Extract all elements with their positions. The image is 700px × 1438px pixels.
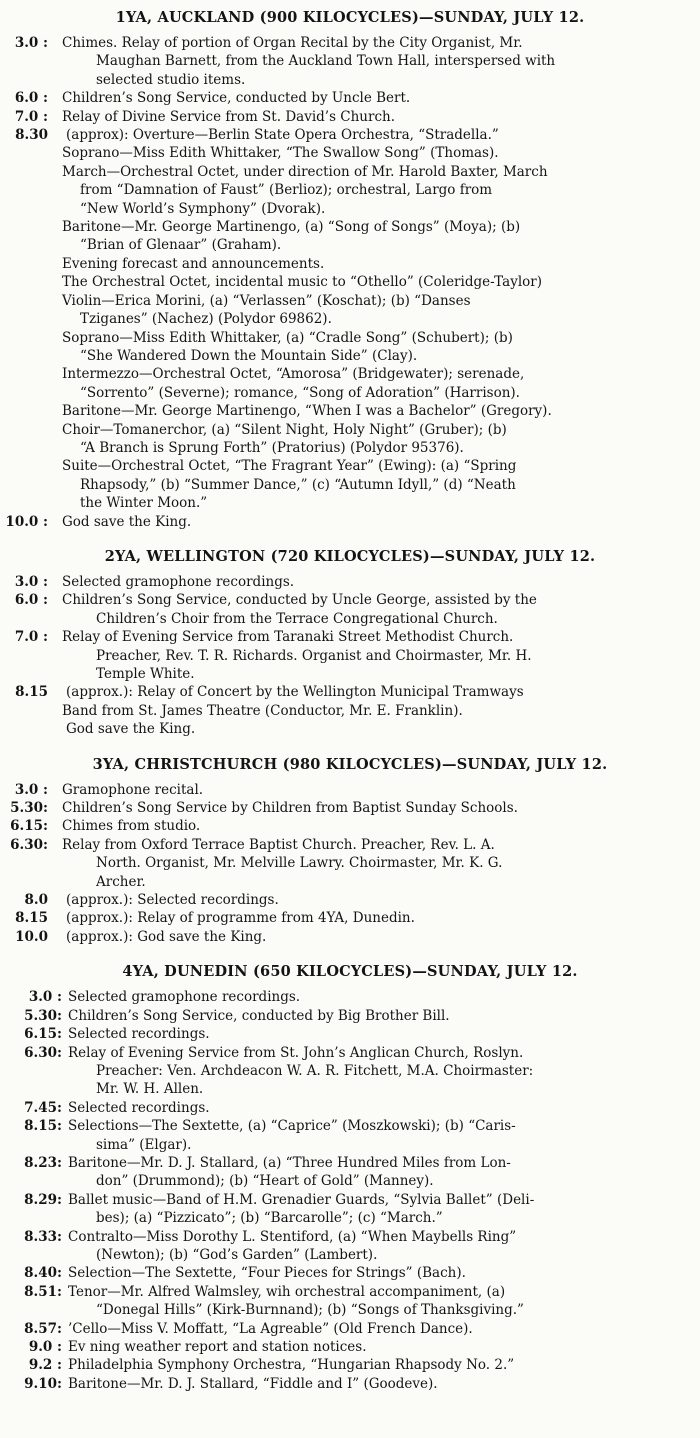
program-time: 8.30 bbox=[15, 127, 48, 144]
program-entry bbox=[0, 1375, 700, 1393]
program-text-line: “Brian of Glenaar” (Graham). bbox=[80, 237, 282, 254]
station-header: 3YA, CHRISTCHURCH (980 KILOCYCLES)—SUNDAY, JULY 12. bbox=[92, 755, 608, 773]
program-text-line: Tziganes” (Nachez) (Polydor 69862). bbox=[80, 311, 332, 328]
program-entry bbox=[0, 1338, 700, 1356]
program-text-line: from “Damnation of Faust” (Berlioz); orchestral, Largo from bbox=[80, 182, 493, 199]
program-text-line: Baritone—Mr. D. J. Stallard, “Fiddle and I” (Goodeve). bbox=[68, 1375, 438, 1392]
program-text-line: (approx.): Selected recordings. bbox=[66, 892, 279, 909]
program-text-line: God save the King. bbox=[62, 513, 192, 530]
program-entry bbox=[0, 1356, 700, 1374]
program-time: 8.15 bbox=[15, 684, 48, 701]
program-text-line: ’Cello—Miss V. Moffatt, “La Agreable” (Old French Dance). bbox=[68, 1320, 473, 1337]
station-section-2ya bbox=[0, 547, 700, 739]
program-entry bbox=[0, 1044, 700, 1099]
program-text-line: Selected recordings. bbox=[68, 1026, 210, 1043]
program-time: 8.15 bbox=[15, 910, 48, 927]
program-text-line: Philadelphia Symphony Orchestra, “Hungarian Rhapsody No. 2.” bbox=[68, 1357, 515, 1374]
program-text-line: March—Orchestral Octet, under direction of Mr. Harold Baxter, March bbox=[62, 163, 548, 180]
program-text-line: (approx): Overture—Berlin State Opera Orchestra, “Stradella.” bbox=[66, 127, 499, 144]
program-text-line: Baritone—Mr. D. J. Stallard, (a) “Three Hundred Miles from Lon- bbox=[68, 1154, 511, 1171]
program-time: 10.0 : bbox=[5, 513, 48, 530]
program-time: 6.0 : bbox=[14, 90, 48, 107]
station-header: 4YA, DUNEDIN (650 KILOCYCLES)—SUNDAY, JULY 12. bbox=[122, 963, 578, 981]
program-entry bbox=[0, 513, 700, 531]
program-text-line: selected studio items. bbox=[96, 71, 246, 88]
program-entry bbox=[0, 1320, 700, 1338]
program-time: 3.0 : bbox=[14, 35, 48, 51]
program-entry bbox=[0, 34, 700, 89]
program-time: 6.0 : bbox=[14, 592, 48, 609]
program-text-line: Violin—Erica Morini, (a) “Verlassen” (Koschat); (b) “Danses bbox=[62, 292, 471, 309]
program-text-line: North. Organist, Mr. Melville Lawry. Choirmaster, Mr. K. G. bbox=[96, 855, 503, 872]
program-text-line: Rhapsody,” (b) “Summer Dance,” (c) “Autumn Idyll,” (d) “Neath bbox=[80, 476, 516, 493]
program-text-line: Selected gramophone recordings. bbox=[62, 573, 295, 590]
program-time: 6.30: bbox=[24, 1044, 62, 1061]
program-entry bbox=[0, 1228, 700, 1265]
program-text-line: (approx.): Relay of programme from 4YA, Dunedin. bbox=[66, 910, 415, 927]
program-entry bbox=[0, 591, 700, 628]
program-time: 8.29: bbox=[24, 1191, 62, 1208]
program-text-line: God save the King. bbox=[66, 721, 196, 738]
program-entry bbox=[0, 836, 700, 891]
program-text-line: Baritone—Mr. George Martinengo, “When I was a Bachelor” (Gregory). bbox=[62, 403, 552, 420]
program-entry bbox=[0, 1154, 700, 1191]
program-text-line: Maughan Barnett, from the Auckland Town Hall, interspersed with bbox=[96, 53, 556, 70]
program-time: 6.15: bbox=[24, 1026, 62, 1043]
program-entry bbox=[0, 126, 700, 513]
program-text-line: Preacher, Rev. T. R. Richards. Organist and Choirmaster, Mr. H. bbox=[96, 647, 532, 664]
program-entry bbox=[0, 781, 700, 799]
program-time: 8.51: bbox=[24, 1283, 62, 1300]
program-text-line: “Donegal Hills” (Kirk-Burnnand); (b) “Songs of Thanksgiving.” bbox=[96, 1302, 524, 1319]
program-time: 9.0 : bbox=[28, 1339, 62, 1355]
station-section-1ya bbox=[0, 8, 700, 531]
program-entry bbox=[0, 799, 700, 817]
program-text-line: Selections—The Sextette, (a) “Caprice” (Moszkowski); (b) “Caris- bbox=[68, 1118, 516, 1135]
program-text-line: Contralto—Miss Dorothy L. Stentiford, (a) “When Maybells Ring” bbox=[68, 1228, 517, 1245]
program-time: 9.2 : bbox=[28, 1357, 62, 1374]
program-text-line: Choir—Tomanerchor, (a) “Silent Night, Holy Night” (Gruber); (b) bbox=[62, 421, 507, 438]
program-text-line: Ev ning weather report and station notices. bbox=[68, 1339, 367, 1355]
program-text-line: Children’s Song Service, conducted by Uncle George, assisted by the bbox=[62, 592, 537, 609]
program-text-line: Ballet music—Band of H.M. Grenadier Guards, “Sylvia Ballet” (Deli- bbox=[68, 1191, 535, 1208]
program-text-line: “New World’s Symphony” (Dvorak). bbox=[80, 200, 326, 217]
program-text-line: Soprano—Miss Edith Whittaker, (a) “Cradle Song” (Schubert); (b) bbox=[62, 329, 513, 346]
program-text-line: Relay of Evening Service from Taranaki Street Methodist Church. bbox=[62, 629, 514, 646]
program-text-line: Baritone—Mr. George Martinengo, (a) “Song of Songs” (Moya); (b) bbox=[62, 219, 521, 236]
program-text-line: Tenor—Mr. Alfred Walmsley, wih orchestral accompaniment, (a) bbox=[68, 1283, 506, 1300]
program-text-line: Suite—Orchestral Octet, “The Fragrant Year” (Ewing): (a) “Spring bbox=[62, 458, 517, 475]
program-text-line: Selected gramophone recordings. bbox=[68, 989, 301, 1006]
program-time: 3.0 : bbox=[14, 573, 48, 590]
program-text-line: Children’s Song Service, conducted by Uncle Bert. bbox=[62, 90, 411, 107]
program-text-line: (approx.): Relay of Concert by the Wellington Municipal Tramways bbox=[66, 684, 524, 701]
program-text-line: Intermezzo—Orchestral Octet, “Amorosa” (Bridgewater); serenade, bbox=[62, 366, 525, 383]
program-entry bbox=[0, 891, 700, 909]
program-time: 6.30: bbox=[10, 836, 48, 853]
program-text-line: Mr. W. H. Allen. bbox=[96, 1081, 204, 1098]
program-text-line: the Winter Moon.” bbox=[80, 495, 208, 512]
station-header: 1YA, AUCKLAND (900 KILOCYCLES)—SUNDAY, JULY 12. bbox=[115, 9, 585, 26]
program-text-line: The Orchestral Octet, incidental music to “Othello” (Coleridge-Taylor) bbox=[62, 274, 542, 291]
program-text-line: don” (Drummond); (b) “Heart of Gold” (Manney). bbox=[96, 1173, 434, 1190]
program-entry bbox=[0, 1264, 700, 1282]
program-entry bbox=[0, 988, 700, 1006]
program-time: 8.23: bbox=[24, 1154, 62, 1171]
program-text-line: bes); (a) “Pizzicato”; (b) “Barcarolle”; (c) “March.” bbox=[96, 1210, 443, 1227]
program-text-line: Children’s Choir from the Terrace Congregational Church. bbox=[96, 610, 498, 627]
station-section-4ya bbox=[0, 962, 700, 1393]
program-entry bbox=[0, 683, 700, 738]
program-time: 7.0 : bbox=[14, 108, 48, 125]
program-entry bbox=[0, 1191, 700, 1228]
program-entry bbox=[0, 909, 700, 927]
program-time: 5.30: bbox=[24, 1007, 62, 1024]
program-text-line: Selection—The Sextette, “Four Pieces for Strings” (Bach). bbox=[68, 1265, 466, 1282]
program-time: 8.33: bbox=[24, 1228, 62, 1245]
program-text-line: Gramophone recital. bbox=[62, 781, 204, 798]
program-entry bbox=[0, 89, 700, 107]
program-text-line: Preacher: Ven. Archdeacon W. A. R. Fitchett, M.A. Choirmaster: bbox=[96, 1062, 534, 1079]
program-text-line: sima” (Elgar). bbox=[96, 1136, 192, 1153]
program-text-line: (Newton); (b) “God’s Garden” (Lambert). bbox=[96, 1246, 378, 1263]
program-time: 7.0 : bbox=[14, 629, 48, 646]
program-time: 10.0 bbox=[15, 928, 48, 945]
program-entry bbox=[0, 1283, 700, 1320]
program-text-line: Selected recordings. bbox=[68, 1099, 210, 1116]
program-time: 5.30: bbox=[10, 800, 48, 817]
program-time: 6.15: bbox=[10, 818, 48, 835]
program-entry bbox=[0, 1025, 700, 1043]
program-text-line: “Sorrento” (Severne); romance, “Song of Adoration” (Harrison). bbox=[80, 384, 520, 401]
program-text-line: Relay from Oxford Terrace Baptist Church. Preacher, Rev. L. A. bbox=[62, 836, 495, 853]
program-text-line: Relay of Evening Service from St. John’s Anglican Church, Roslyn. bbox=[68, 1044, 524, 1061]
station-section-3ya bbox=[0, 755, 700, 947]
program-text-line: (approx.): God save the King. bbox=[66, 928, 267, 945]
program-text-line: Relay of Divine Service from St. David’s Church. bbox=[62, 108, 396, 125]
program-text-line: Temple White. bbox=[96, 666, 195, 682]
program-text-line: Evening forecast and announcements. bbox=[62, 255, 325, 272]
program-entry bbox=[0, 928, 700, 946]
program-entry bbox=[0, 817, 700, 835]
program-entry bbox=[0, 1007, 700, 1025]
program-time: 8.0 bbox=[24, 892, 48, 909]
program-text-line: Chimes from studio. bbox=[62, 818, 201, 835]
program-time: 7.45: bbox=[24, 1099, 62, 1116]
program-time: 8.57: bbox=[24, 1320, 62, 1337]
program-text-line: Band from St. James Theatre (Conductor, Mr. E. Franklin). bbox=[62, 702, 463, 719]
program-entry bbox=[0, 1099, 700, 1117]
station-header: 2YA, WELLINGTON (720 KILOCYCLES)—SUNDAY, JULY 12. bbox=[104, 547, 596, 565]
program-time: 8.40: bbox=[24, 1265, 62, 1282]
program-entry bbox=[0, 573, 700, 591]
program-text-line: Chimes. Relay of portion of Organ Recital by the City Organist, Mr. bbox=[62, 35, 523, 51]
program-entry bbox=[0, 108, 700, 126]
program-time: 3.0 : bbox=[14, 781, 48, 798]
program-text-line: “A Branch is Sprung Forth” (Pratorius) (Polydor 95376). bbox=[80, 439, 464, 456]
program-text-line: Children’s Song Service by Children from Baptist Sunday Schools. bbox=[62, 800, 518, 817]
program-entry bbox=[0, 1117, 700, 1154]
program-text-line: Archer. bbox=[96, 873, 146, 890]
program-entry bbox=[0, 628, 700, 683]
program-time: 8.15: bbox=[24, 1118, 62, 1135]
program-text-line: Children’s Song Service, conducted by Big Brother Bill. bbox=[68, 1007, 450, 1024]
program-text-line: “She Wandered Down the Mountain Side” (Clay). bbox=[80, 347, 418, 364]
program-text-line: Soprano—Miss Edith Whittaker, “The Swallow Song” (Thomas). bbox=[62, 145, 499, 162]
program-time: 9.10: bbox=[24, 1375, 62, 1392]
program-time: 3.0 : bbox=[28, 989, 62, 1006]
